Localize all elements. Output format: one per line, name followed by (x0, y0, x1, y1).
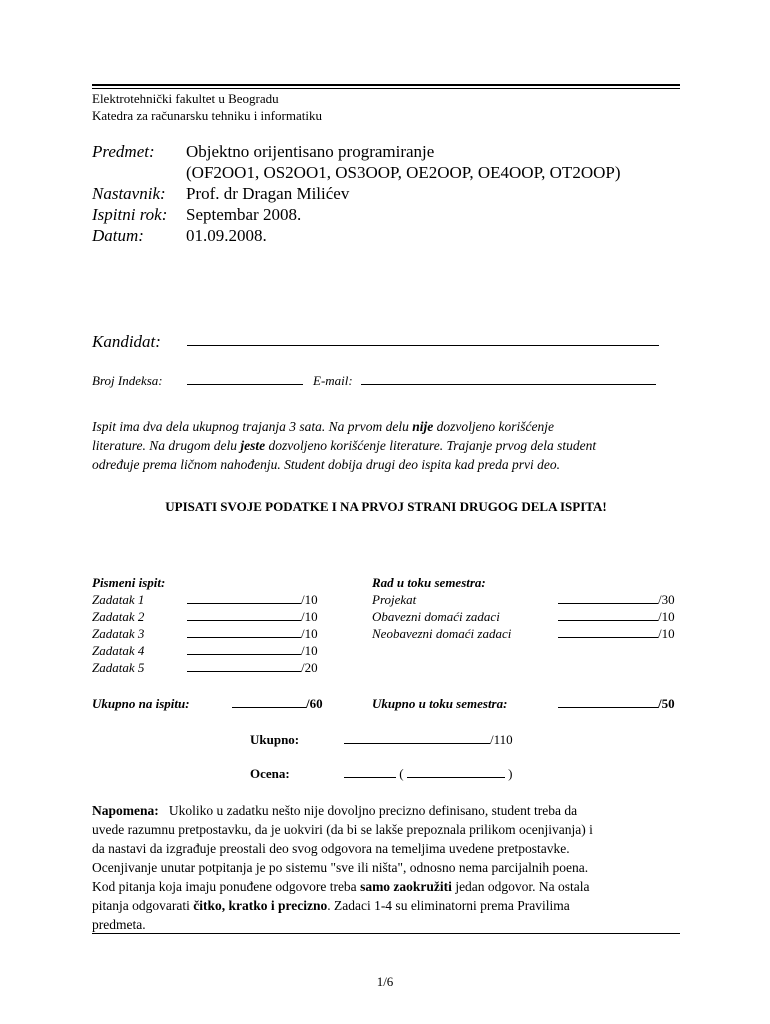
semester-item-score[interactable]: /10 (558, 625, 675, 642)
faculty-name: Elektrotehnički fakultet u Beogradu (92, 91, 279, 106)
predmet-codes: (OF2OO1, OS2OO1, OS3OOP, OE2OOP, OE4OOP, OT2OOP) (186, 163, 621, 182)
nastavnik-label: Nastavnik: (92, 184, 166, 203)
task-label: Zadatak 3 (92, 626, 145, 641)
email-label: E-mail: (313, 373, 353, 388)
notice-heading: UPISATI SVOJE PODATKE I NA PRVOJ STRANI DRUGOG DELA ISPITA! (165, 499, 607, 514)
predmet-label: Predmet: (92, 142, 155, 161)
semester-work-title: Rad u toku semestra: (372, 575, 486, 590)
instructions-line-1: Ispit ima dva dela ukupnog trajanja 3 sata. Na prvom delu nije dozvoljeno korišćenje (92, 419, 554, 434)
task-score[interactable]: /10 (187, 591, 318, 608)
datum-label: Datum: (92, 226, 144, 245)
exam-total-label: Ukupno na ispitu: (92, 696, 190, 711)
task-score[interactable]: /10 (187, 625, 318, 642)
task-label: Zadatak 5 (92, 660, 145, 675)
kandidat-label: Kandidat: (92, 332, 161, 351)
bottom-rule (92, 933, 680, 934)
kandidat-field[interactable] (187, 345, 659, 346)
datum-value: 01.09.2008. (186, 226, 267, 245)
ocena-label: Ocena: (250, 766, 290, 781)
semester-total-label: Ukupno u toku semestra: (372, 696, 508, 711)
ispitni-rok-label: Ispitni rok: (92, 205, 168, 224)
note-line-4: Ocenjivanje unutar potpitanja je po sistemu "sve ili ništa", odnosno nema parcijalnih poena. (92, 860, 589, 875)
top-rule (92, 84, 680, 89)
semester-item-score[interactable]: /10 (558, 608, 675, 625)
semester-total-score[interactable]: /50 (558, 695, 675, 712)
ispitni-rok-value: Septembar 2008. (186, 205, 302, 224)
task-score[interactable]: /10 (187, 642, 318, 659)
note-line-2: uvede razumnu pretpostavku, da je uokviri (da bi se lakše prepoznala prilikom ocenjivanja) i (92, 822, 593, 837)
predmet-value: Objektno orijentisano programiranje (186, 142, 435, 161)
task-score[interactable]: /20 (187, 659, 318, 676)
ukupno-score[interactable]: /110 (344, 731, 513, 748)
task-score[interactable]: /10 (187, 608, 318, 625)
instructions-line-2: literature. Na drugom delu jeste dozvoljeno korišćenje literature. Trajanje prvog dela student (92, 438, 597, 453)
note-line-6: pitanja odgovarati čitko, kratko i precizno. Zadaci 1-4 su eliminatorni prema Pravilima (92, 898, 570, 913)
semester-item-label: Neobavezni domaći zadaci (372, 626, 512, 641)
ocena-field[interactable]: ( ) (344, 765, 512, 782)
note-line-5: Kod pitanja koja imaju ponuđene odgovore treba samo zaokružiti jedan odgovor. Na ostala (92, 879, 590, 894)
note-line-1: Napomena: Ukoliko u zadatku nešto nije dovoljno precizno definisano, student treba da (92, 803, 578, 818)
semester-item-score[interactable]: /30 (558, 591, 675, 608)
broj-indeksa-field[interactable] (187, 384, 303, 385)
instructions-line-3: određuje prema ličnom nahođenju. Student dobija drugi deo ispita kad preda prvi deo. (92, 457, 560, 472)
note-line-7: predmeta. (92, 917, 146, 932)
broj-indeksa-label: Broj Indeksa: (92, 373, 163, 388)
department-name: Katedra za računarsku tehniku i informatiku (92, 108, 322, 123)
ukupno-label: Ukupno: (250, 732, 300, 747)
task-label: Zadatak 2 (92, 609, 145, 624)
semester-item-label: Projekat (372, 592, 417, 607)
written-exam-title: Pismeni ispit: (92, 575, 166, 590)
note-line-3: da nastavi da izgrađuje preostali deo svog odgovora na temeljima uvedene pretpostavke. (92, 841, 570, 856)
email-field[interactable] (361, 384, 656, 385)
page-number: 1/6 (376, 974, 394, 989)
task-label: Zadatak 4 (92, 643, 145, 658)
semester-item-label: Obavezni domaći zadaci (372, 609, 500, 624)
exam-total-score[interactable]: /60 (232, 695, 323, 712)
nastavnik-value: Prof. dr Dragan Milićev (186, 184, 350, 203)
task-label: Zadatak 1 (92, 592, 145, 607)
